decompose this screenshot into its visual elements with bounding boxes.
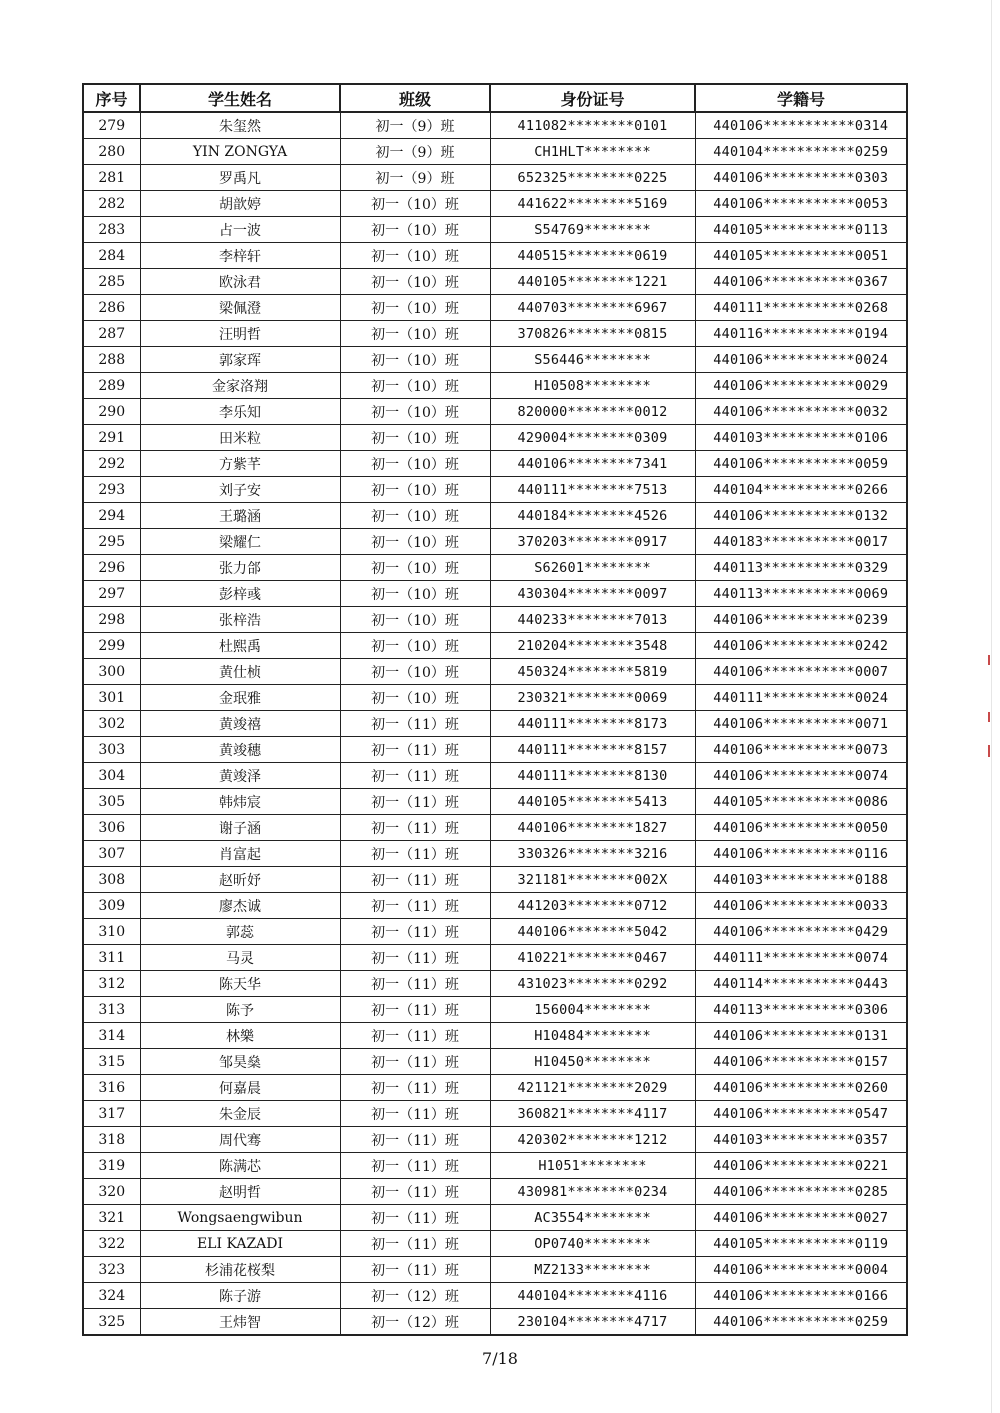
- cell-index: 282: [83, 191, 140, 217]
- cell-registration-number: 440106***********0367: [695, 269, 907, 295]
- cell-class: 初一（11）班: [340, 971, 490, 997]
- cell-student-name: 罗禹凡: [140, 165, 340, 191]
- header-student-registration-number: 学籍号: [695, 84, 907, 112]
- cell-registration-number: 440111***********0074: [695, 945, 907, 971]
- table-row: [83, 139, 907, 165]
- cell-id-number: 429004********0309: [490, 425, 695, 451]
- cell-index: 301: [83, 685, 140, 711]
- cell-student-name: 田米粒: [140, 425, 340, 451]
- cell-registration-number: 440106***********0547: [695, 1101, 907, 1127]
- cell-class: 初一（10）班: [340, 243, 490, 269]
- cell-registration-number: 440106***********0029: [695, 373, 907, 399]
- cell-student-name: 赵明哲: [140, 1179, 340, 1205]
- cell-student-name: 金珉雅: [140, 685, 340, 711]
- table-row: [83, 347, 907, 373]
- cell-student-name: 陈予: [140, 997, 340, 1023]
- cell-id-number: 440105********1221: [490, 269, 695, 295]
- cell-student-name: 王璐涵: [140, 503, 340, 529]
- cell-class: 初一（10）班: [340, 347, 490, 373]
- cell-index: 322: [83, 1231, 140, 1257]
- cell-registration-number: 440116***********0194: [695, 321, 907, 347]
- table-row: [83, 607, 907, 633]
- cell-registration-number: 440113***********0069: [695, 581, 907, 607]
- cell-id-number: 441203********0712: [490, 893, 695, 919]
- cell-student-name: 韩炜宸: [140, 789, 340, 815]
- cell-id-number: H1051********: [490, 1153, 695, 1179]
- cell-id-number: 370203********0917: [490, 529, 695, 555]
- table-row: [83, 919, 907, 945]
- table-row: [83, 633, 907, 659]
- table-row: [83, 737, 907, 763]
- cell-class: 初一（10）班: [340, 425, 490, 451]
- cell-id-number: 440106********5042: [490, 919, 695, 945]
- cell-index: 313: [83, 997, 140, 1023]
- cell-class: 初一（11）班: [340, 841, 490, 867]
- cell-id-number: 440104********4116: [490, 1283, 695, 1309]
- cell-class: 初一（11）班: [340, 737, 490, 763]
- cell-registration-number: 440114***********0443: [695, 971, 907, 997]
- cell-registration-number: 440103***********0357: [695, 1127, 907, 1153]
- cell-student-name: 黄竣穗: [140, 737, 340, 763]
- cell-student-name: 方紫芊: [140, 451, 340, 477]
- cell-index: 309: [83, 893, 140, 919]
- cell-index: 311: [83, 945, 140, 971]
- cell-id-number: 210204********3548: [490, 633, 695, 659]
- cell-student-name: 黄竣禧: [140, 711, 340, 737]
- cell-student-name: YIN ZONGYA: [140, 139, 340, 165]
- cell-id-number: S54769********: [490, 217, 695, 243]
- cell-index: 324: [83, 1283, 140, 1309]
- cell-registration-number: 440106***********0073: [695, 737, 907, 763]
- table-row: [83, 295, 907, 321]
- cell-registration-number: 440183***********0017: [695, 529, 907, 555]
- cell-class: 初一（11）班: [340, 997, 490, 1023]
- cell-id-number: 431023********0292: [490, 971, 695, 997]
- cell-id-number: 440106********7341: [490, 451, 695, 477]
- cell-registration-number: 440106***********0429: [695, 919, 907, 945]
- cell-index: 279: [83, 112, 140, 139]
- cell-student-name: 杉浦花桜梨: [140, 1257, 340, 1283]
- cell-id-number: 440111********7513: [490, 477, 695, 503]
- table-row: [83, 243, 907, 269]
- cell-registration-number: 440111***********0268: [695, 295, 907, 321]
- cell-class: 初一（12）班: [340, 1309, 490, 1336]
- cell-student-name: 张力郃: [140, 555, 340, 581]
- cell-class: 初一（10）班: [340, 607, 490, 633]
- cell-student-name: 李梓轩: [140, 243, 340, 269]
- cell-id-number: 440105********5413: [490, 789, 695, 815]
- cell-student-name: 陈满芯: [140, 1153, 340, 1179]
- scan-edge-line: [991, 0, 992, 1413]
- cell-id-number: 411082********0101: [490, 112, 695, 139]
- cell-student-name: 郭蕊: [140, 919, 340, 945]
- cell-index: 318: [83, 1127, 140, 1153]
- cell-index: 317: [83, 1101, 140, 1127]
- cell-index: 295: [83, 529, 140, 555]
- cell-class: 初一（10）班: [340, 399, 490, 425]
- cell-index: 280: [83, 139, 140, 165]
- cell-registration-number: 440106***********0050: [695, 815, 907, 841]
- cell-registration-number: 440103***********0106: [695, 425, 907, 451]
- scan-mark: [988, 712, 990, 722]
- cell-class: 初一（10）班: [340, 295, 490, 321]
- cell-index: 304: [83, 763, 140, 789]
- cell-id-number: 440111********8157: [490, 737, 695, 763]
- cell-student-name: ELI KAZADI: [140, 1231, 340, 1257]
- cell-student-name: 金家洛翔: [140, 373, 340, 399]
- table-row: [83, 1101, 907, 1127]
- page-number: 7/18: [482, 1349, 518, 1368]
- cell-index: 321: [83, 1205, 140, 1231]
- table-row: [83, 1049, 907, 1075]
- cell-index: 289: [83, 373, 140, 399]
- table-row: [83, 477, 907, 503]
- table-row: [83, 1127, 907, 1153]
- table-row: [83, 451, 907, 477]
- cell-class: 初一（10）班: [340, 373, 490, 399]
- cell-class: 初一（11）班: [340, 945, 490, 971]
- cell-id-number: 421121********2029: [490, 1075, 695, 1101]
- cell-index: 325: [83, 1309, 140, 1336]
- cell-student-name: 陈天华: [140, 971, 340, 997]
- table-header-row: [83, 84, 907, 112]
- cell-class: 初一（10）班: [340, 659, 490, 685]
- table-row: [83, 269, 907, 295]
- table-row: [83, 893, 907, 919]
- cell-student-name: 谢子涵: [140, 815, 340, 841]
- cell-class: 初一（10）班: [340, 269, 490, 295]
- cell-index: 306: [83, 815, 140, 841]
- cell-registration-number: 440106***********0303: [695, 165, 907, 191]
- cell-id-number: 330326********3216: [490, 841, 695, 867]
- table-row: [83, 1153, 907, 1179]
- cell-index: 299: [83, 633, 140, 659]
- cell-class: 初一（11）班: [340, 1179, 490, 1205]
- header-class: 班级: [340, 84, 490, 112]
- cell-id-number: 230104********4717: [490, 1309, 695, 1336]
- cell-id-number: H10508********: [490, 373, 695, 399]
- cell-registration-number: 440104***********0266: [695, 477, 907, 503]
- cell-class: 初一（10）班: [340, 685, 490, 711]
- cell-id-number: 440111********8130: [490, 763, 695, 789]
- cell-class: 初一（9）班: [340, 139, 490, 165]
- cell-index: 320: [83, 1179, 140, 1205]
- cell-index: 296: [83, 555, 140, 581]
- cell-index: 315: [83, 1049, 140, 1075]
- cell-class: 初一（10）班: [340, 217, 490, 243]
- cell-index: 305: [83, 789, 140, 815]
- table-row: [83, 529, 907, 555]
- cell-index: 312: [83, 971, 140, 997]
- cell-index: 303: [83, 737, 140, 763]
- cell-id-number: H10484********: [490, 1023, 695, 1049]
- cell-id-number: 230321********0069: [490, 685, 695, 711]
- table-row: [83, 945, 907, 971]
- table-row: [83, 425, 907, 451]
- cell-registration-number: 440113***********0329: [695, 555, 907, 581]
- cell-class: 初一（9）班: [340, 165, 490, 191]
- cell-class: 初一（11）班: [340, 711, 490, 737]
- cell-class: 初一（10）班: [340, 477, 490, 503]
- cell-id-number: 410221********0467: [490, 945, 695, 971]
- table-row: [83, 1283, 907, 1309]
- cell-registration-number: 440105***********0113: [695, 217, 907, 243]
- cell-registration-number: 440106***********0221: [695, 1153, 907, 1179]
- cell-registration-number: 440106***********0242: [695, 633, 907, 659]
- cell-student-name: 黄竣泽: [140, 763, 340, 789]
- cell-registration-number: 440106***********0132: [695, 503, 907, 529]
- cell-id-number: 652325********0225: [490, 165, 695, 191]
- cell-registration-number: 440105***********0086: [695, 789, 907, 815]
- cell-index: 314: [83, 1023, 140, 1049]
- cell-registration-number: 440106***********0131: [695, 1023, 907, 1049]
- cell-student-name: 邹昊燊: [140, 1049, 340, 1075]
- cell-class: 初一（11）班: [340, 1075, 490, 1101]
- table-row: [83, 997, 907, 1023]
- table-row: [83, 1231, 907, 1257]
- cell-student-name: 汪明哲: [140, 321, 340, 347]
- cell-registration-number: 440113***********0306: [695, 997, 907, 1023]
- cell-index: 316: [83, 1075, 140, 1101]
- table-row: [83, 1205, 907, 1231]
- cell-id-number: 440233********7013: [490, 607, 695, 633]
- scan-mark: [988, 655, 990, 665]
- cell-student-name: 陈子游: [140, 1283, 340, 1309]
- cell-class: 初一（9）班: [340, 112, 490, 139]
- table-row: [83, 1075, 907, 1101]
- header-student-name: 学生姓名: [140, 84, 340, 112]
- cell-student-name: 何嘉晨: [140, 1075, 340, 1101]
- cell-index: 293: [83, 477, 140, 503]
- cell-id-number: 820000********0012: [490, 399, 695, 425]
- cell-index: 283: [83, 217, 140, 243]
- cell-class: 初一（12）班: [340, 1283, 490, 1309]
- cell-student-name: 郭家珲: [140, 347, 340, 373]
- table-row: [83, 841, 907, 867]
- table-row: [83, 165, 907, 191]
- cell-registration-number: 440106***********0024: [695, 347, 907, 373]
- cell-class: 初一（11）班: [340, 1153, 490, 1179]
- cell-id-number: 450324********5819: [490, 659, 695, 685]
- table-row: [83, 555, 907, 581]
- cell-registration-number: 440106***********0260: [695, 1075, 907, 1101]
- cell-student-name: 李乐知: [140, 399, 340, 425]
- cell-id-number: 440184********4526: [490, 503, 695, 529]
- cell-id-number: H10450********: [490, 1049, 695, 1075]
- cell-class: 初一（11）班: [340, 867, 490, 893]
- cell-student-name: 刘子安: [140, 477, 340, 503]
- table-row: [83, 685, 907, 711]
- cell-student-name: 马灵: [140, 945, 340, 971]
- cell-student-name: 欧泳君: [140, 269, 340, 295]
- cell-registration-number: 440106***********0116: [695, 841, 907, 867]
- cell-registration-number: 440106***********0157: [695, 1049, 907, 1075]
- cell-id-number: 440703********6967: [490, 295, 695, 321]
- cell-registration-number: 440106***********0314: [695, 112, 907, 139]
- table-row: [83, 971, 907, 997]
- table-row: [83, 763, 907, 789]
- table-row: [83, 191, 907, 217]
- scan-mark: [988, 745, 990, 757]
- table-row: [83, 815, 907, 841]
- table-row: [83, 1309, 907, 1336]
- cell-index: 294: [83, 503, 140, 529]
- cell-student-name: 朱金辰: [140, 1101, 340, 1127]
- cell-student-name: 肖富起: [140, 841, 340, 867]
- cell-student-name: 占一波: [140, 217, 340, 243]
- cell-student-name: 赵昕妤: [140, 867, 340, 893]
- cell-class: 初一（11）班: [340, 1231, 490, 1257]
- cell-student-name: 梁耀仁: [140, 529, 340, 555]
- cell-id-number: 441622********5169: [490, 191, 695, 217]
- table-row: [83, 1023, 907, 1049]
- cell-index: 286: [83, 295, 140, 321]
- cell-class: 初一（11）班: [340, 815, 490, 841]
- cell-student-name: Wongsaengwibun: [140, 1205, 340, 1231]
- cell-class: 初一（11）班: [340, 1257, 490, 1283]
- cell-class: 初一（11）班: [340, 919, 490, 945]
- cell-class: 初一（11）班: [340, 1023, 490, 1049]
- cell-id-number: 420302********1212: [490, 1127, 695, 1153]
- cell-student-name: 朱玺然: [140, 112, 340, 139]
- cell-class: 初一（10）班: [340, 191, 490, 217]
- table-row: [83, 217, 907, 243]
- student-roster-table: [82, 83, 908, 1336]
- cell-student-name: 廖杰诚: [140, 893, 340, 919]
- cell-index: 323: [83, 1257, 140, 1283]
- cell-class: 初一（10）班: [340, 451, 490, 477]
- cell-student-name: 黄仕桢: [140, 659, 340, 685]
- cell-class: 初一（10）班: [340, 581, 490, 607]
- cell-registration-number: 440106***********0259: [695, 1309, 907, 1336]
- cell-index: 310: [83, 919, 140, 945]
- table-row: [83, 867, 907, 893]
- cell-class: 初一（11）班: [340, 893, 490, 919]
- cell-id-number: CH1HLT********: [490, 139, 695, 165]
- cell-registration-number: 440106***********0074: [695, 763, 907, 789]
- cell-registration-number: 440103***********0188: [695, 867, 907, 893]
- cell-id-number: OP0740********: [490, 1231, 695, 1257]
- table-row: [83, 373, 907, 399]
- cell-registration-number: 440105***********0119: [695, 1231, 907, 1257]
- cell-index: 300: [83, 659, 140, 685]
- cell-class: 初一（10）班: [340, 633, 490, 659]
- cell-class: 初一（10）班: [340, 321, 490, 347]
- table-row: [83, 399, 907, 425]
- cell-index: 287: [83, 321, 140, 347]
- cell-registration-number: 440106***********0059: [695, 451, 907, 477]
- table-row: [83, 503, 907, 529]
- cell-index: 302: [83, 711, 140, 737]
- cell-student-name: 张梓浩: [140, 607, 340, 633]
- cell-id-number: 360821********4117: [490, 1101, 695, 1127]
- cell-class: 初一（10）班: [340, 529, 490, 555]
- cell-student-name: 杜熙禹: [140, 633, 340, 659]
- cell-student-name: 梁佩澄: [140, 295, 340, 321]
- cell-index: 319: [83, 1153, 140, 1179]
- cell-registration-number: 440106***********0053: [695, 191, 907, 217]
- cell-id-number: 156004********: [490, 997, 695, 1023]
- cell-index: 307: [83, 841, 140, 867]
- cell-class: 初一（11）班: [340, 1205, 490, 1231]
- cell-class: 初一（11）班: [340, 789, 490, 815]
- cell-id-number: 430304********0097: [490, 581, 695, 607]
- cell-registration-number: 440106***********0004: [695, 1257, 907, 1283]
- cell-student-name: 林樂: [140, 1023, 340, 1049]
- cell-registration-number: 440111***********0024: [695, 685, 907, 711]
- cell-class: 初一（10）班: [340, 503, 490, 529]
- table-row: [83, 711, 907, 737]
- cell-index: 288: [83, 347, 140, 373]
- cell-registration-number: 440106***********0032: [695, 399, 907, 425]
- cell-id-number: S56446********: [490, 347, 695, 373]
- table-row: [83, 1257, 907, 1283]
- cell-registration-number: 440106***********0285: [695, 1179, 907, 1205]
- cell-index: 290: [83, 399, 140, 425]
- cell-index: 291: [83, 425, 140, 451]
- cell-index: 284: [83, 243, 140, 269]
- cell-id-number: 321181********002X: [490, 867, 695, 893]
- cell-registration-number: 440106***********0033: [695, 893, 907, 919]
- cell-class: 初一（11）班: [340, 1049, 490, 1075]
- cell-index: 292: [83, 451, 140, 477]
- cell-class: 初一（11）班: [340, 1127, 490, 1153]
- cell-id-number: 440515********0619: [490, 243, 695, 269]
- table-row: [83, 659, 907, 685]
- cell-student-name: 周代骞: [140, 1127, 340, 1153]
- table-row: [83, 321, 907, 347]
- cell-student-name: 胡歆婷: [140, 191, 340, 217]
- cell-registration-number: 440105***********0051: [695, 243, 907, 269]
- cell-registration-number: 440104***********0259: [695, 139, 907, 165]
- cell-id-number: S62601********: [490, 555, 695, 581]
- cell-student-name: 彭梓彧: [140, 581, 340, 607]
- cell-registration-number: 440106***********0007: [695, 659, 907, 685]
- cell-id-number: 440106********1827: [490, 815, 695, 841]
- header-index: 序号: [83, 84, 140, 112]
- cell-id-number: 370826********0815: [490, 321, 695, 347]
- cell-index: 281: [83, 165, 140, 191]
- cell-id-number: AC3554********: [490, 1205, 695, 1231]
- cell-registration-number: 440106***********0071: [695, 711, 907, 737]
- cell-id-number: 430981********0234: [490, 1179, 695, 1205]
- cell-index: 308: [83, 867, 140, 893]
- cell-class: 初一（11）班: [340, 763, 490, 789]
- table-row: [83, 1179, 907, 1205]
- table-body: [83, 112, 907, 1335]
- cell-registration-number: 440106***********0239: [695, 607, 907, 633]
- table-row: [83, 581, 907, 607]
- cell-student-name: 王炜智: [140, 1309, 340, 1336]
- cell-index: 297: [83, 581, 140, 607]
- cell-class: 初一（11）班: [340, 1101, 490, 1127]
- cell-registration-number: 440106***********0027: [695, 1205, 907, 1231]
- cell-id-number: MZ2133********: [490, 1257, 695, 1283]
- cell-index: 285: [83, 269, 140, 295]
- header-id-number: 身份证号: [490, 84, 695, 112]
- cell-id-number: 440111********8173: [490, 711, 695, 737]
- cell-index: 298: [83, 607, 140, 633]
- table-row: [83, 789, 907, 815]
- cell-registration-number: 440106***********0166: [695, 1283, 907, 1309]
- table-row: [83, 112, 907, 139]
- cell-class: 初一（10）班: [340, 555, 490, 581]
